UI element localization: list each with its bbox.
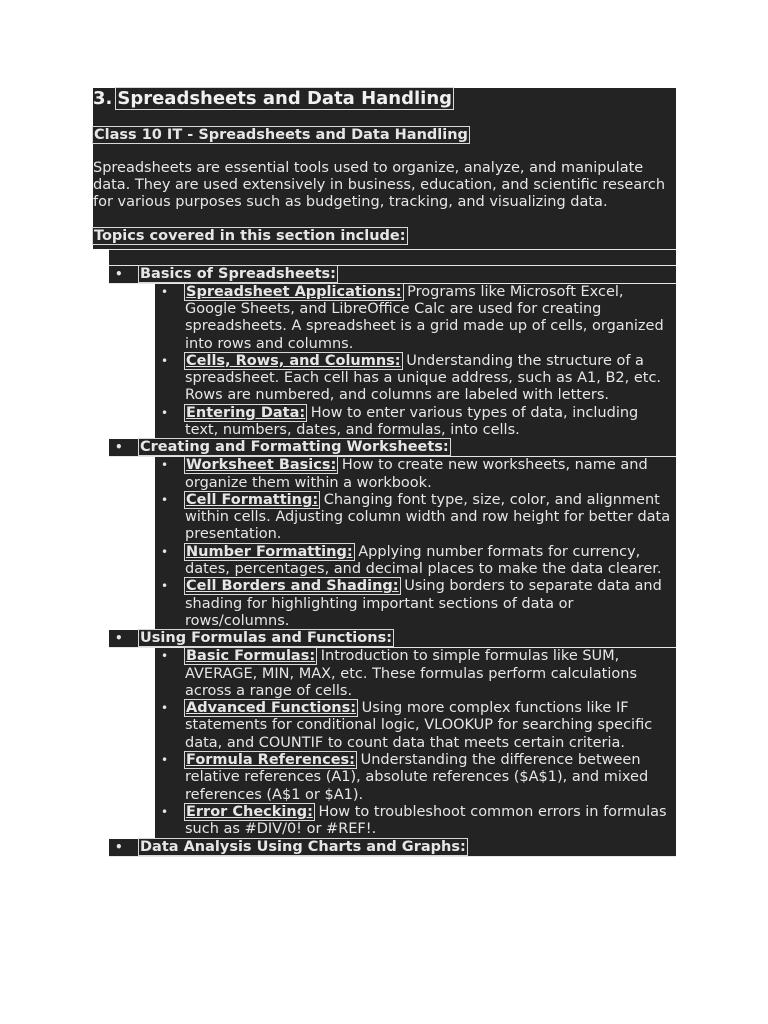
topics-list — [109, 249, 676, 857]
list-item-text: Applying number formats for currency, dates, percentages, and decimal places to make the data clearer. — [185, 543, 662, 578]
topics-heading-text: Topics covered in this section include: — [94, 227, 406, 244]
list-item — [155, 492, 676, 544]
section-heading — [93, 88, 676, 112]
bullet-icon: • — [161, 753, 169, 768]
bullet-icon: • — [115, 266, 123, 281]
topic-section-heading — [109, 630, 676, 648]
list-item-term: Error Checking: — [186, 803, 313, 820]
topic-sublist — [155, 457, 676, 630]
bullet-icon: • — [161, 284, 169, 299]
list-item — [155, 457, 676, 492]
list-item-term: Advanced Functions: — [186, 700, 357, 717]
list-item-text: Introduction to simple formulas like SUM, AVERAGE, MIN, MAX, etc. These formulas perform calculations across a range of cells. — [185, 648, 637, 699]
list-item — [155, 284, 676, 353]
list-item-text: Understanding the difference between relative references (A1), absolute references ($A$1), and mixed references (A$1 or $A1). — [185, 752, 649, 803]
list-item-text: Using borders to separate data and shading for highlighting important sections of data or rows/columns. — [185, 578, 662, 629]
list-item-text: Changing font type, size, color, and alignment within cells. Adjusting column width and row height for better data presentation. — [185, 491, 671, 543]
topic-sublist — [155, 648, 676, 838]
bullet-icon: • — [161, 544, 169, 559]
bullet-icon: • — [161, 701, 169, 716]
bullet-icon: • — [115, 839, 123, 854]
bullet-icon: • — [115, 631, 123, 646]
list-item-term: Worksheet Basics: — [186, 457, 337, 474]
topic-sublist — [155, 284, 676, 440]
bullet-icon: • — [161, 804, 169, 819]
topics-heading — [93, 227, 676, 245]
bullet-icon: • — [161, 458, 169, 473]
list-item-text: How to enter various types of data, including text, numbers, dates, and formulas, into cells. — [185, 404, 639, 438]
document-page — [93, 88, 676, 857]
topic-section-title: Data Analysis Using Charts and Graphs: — [140, 838, 466, 855]
bullet-icon: • — [161, 649, 169, 664]
intro-paragraph: Spreadsheets are essential tools used to organize, analyze, and manipulate data. They are used extensively in business, education, and scientific research for various purposes such as budgeting, tracking, and visualizing data. — [93, 160, 676, 212]
list-item — [155, 353, 676, 405]
list-item-term: Cell Borders and Shading: — [186, 578, 399, 595]
subtitle — [93, 126, 676, 146]
list-item — [155, 700, 676, 752]
topic-section-heading — [109, 439, 676, 457]
bullet-icon: • — [161, 353, 169, 368]
topic-section-heading — [109, 266, 676, 284]
list-item — [155, 578, 676, 630]
list-item-term: Number Formatting: — [186, 543, 353, 560]
list-item-term: Cells, Rows, and Columns: — [186, 352, 401, 369]
list-item-text: How to troubleshoot common errors in formulas such as #DIV/0! or #REF!. — [185, 803, 667, 838]
bullet-icon: • — [161, 492, 169, 507]
subtitle-text: Class 10 IT - Spreadsheets and Data Handling — [94, 127, 468, 143]
spacer — [93, 112, 676, 126]
list-item-text: Understanding the structure of a spreadsheet. Each cell has a unique address, such as A1, B2, etc. Rows are numbered, and columns are labeled with letters. — [185, 352, 662, 404]
spacer — [93, 146, 676, 160]
bullet-icon: • — [161, 579, 169, 594]
bullet-icon: • — [161, 405, 169, 420]
section-number: 3. — [93, 88, 113, 109]
list-item-term: Formula References: — [186, 752, 355, 769]
list-spacer — [109, 249, 676, 266]
section-title: Spreadsheets and Data Handling — [117, 88, 453, 109]
list-item-term: Spreadsheet Applications: — [186, 283, 402, 300]
topic-section-title: Basics of Spreadsheets: — [140, 265, 336, 282]
list-item — [155, 405, 676, 440]
list-item-text: Using more complex functions like IF statements for conditional logic, VLOOKUP for searching specific data, and COUNTIF to count data that meets certain criteria. — [185, 700, 653, 751]
topic-section-title: Using Formulas and Functions: — [140, 630, 392, 647]
list-item-term: Basic Formulas: — [186, 648, 316, 665]
list-item-text: How to create new worksheets, name and organize them within a workbook. — [185, 457, 648, 491]
list-item-text: Programs like Microsoft Excel, Google Sheets, and LibreOffice Calc are used for creating spreadsheets. A spreadsheet is a grid made up of cells, organized into rows and columns. — [185, 283, 664, 352]
list-item — [155, 752, 676, 804]
list-item — [155, 544, 676, 579]
list-item-term: Entering Data: — [186, 404, 306, 421]
list-item — [155, 804, 676, 839]
bullet-icon: • — [115, 440, 123, 455]
spacer — [93, 212, 676, 227]
list-item-term: Cell Formatting: — [186, 491, 319, 508]
topic-section-title: Creating and Formatting Worksheets: — [140, 439, 449, 456]
topic-section-heading — [109, 839, 676, 857]
list-item — [155, 648, 676, 700]
